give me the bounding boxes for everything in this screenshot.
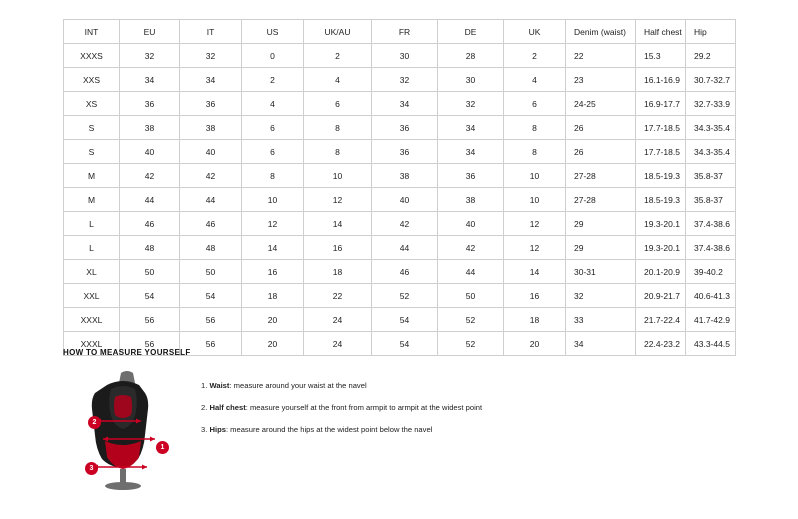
cell-uk-au: 6 bbox=[304, 92, 372, 116]
cell-uk: 12 bbox=[504, 236, 566, 260]
table-row bbox=[64, 308, 736, 332]
cell-eu: 36 bbox=[120, 92, 180, 116]
cell-uk-au: 18 bbox=[304, 260, 372, 284]
cell-eu: 44 bbox=[120, 188, 180, 212]
cell-it: 48 bbox=[180, 236, 242, 260]
cell-fr: 54 bbox=[372, 308, 438, 332]
cell-denim-waist: 26 bbox=[566, 116, 636, 140]
cell-hip: 35.8-37 bbox=[686, 188, 736, 212]
cell-int: M bbox=[64, 164, 120, 188]
cell-eu: 54 bbox=[120, 284, 180, 308]
cell-de: 36 bbox=[438, 164, 504, 188]
cell-us: 18 bbox=[242, 284, 304, 308]
table-row bbox=[64, 260, 736, 284]
cell-uk: 10 bbox=[504, 164, 566, 188]
cell-us: 20 bbox=[242, 308, 304, 332]
cell-uk-au: 8 bbox=[304, 140, 372, 164]
size-table-container bbox=[63, 19, 735, 356]
cell-int: XXL bbox=[64, 284, 120, 308]
cell-uk-au: 22 bbox=[304, 284, 372, 308]
cell-us: 14 bbox=[242, 236, 304, 260]
measurement-step-1 bbox=[201, 381, 482, 390]
cell-eu: 46 bbox=[120, 212, 180, 236]
step-term-1: Waist bbox=[209, 381, 230, 390]
cell-eu: 56 bbox=[120, 332, 180, 356]
cell-it: 50 bbox=[180, 260, 242, 284]
cell-eu: 38 bbox=[120, 116, 180, 140]
cell-uk-au: 10 bbox=[304, 164, 372, 188]
cell-uk-au: 24 bbox=[304, 308, 372, 332]
cell-hip: 34.3-35.4 bbox=[686, 140, 736, 164]
cell-fr: 32 bbox=[372, 68, 438, 92]
cell-int: XXXL bbox=[64, 332, 120, 356]
cell-us: 6 bbox=[242, 116, 304, 140]
cell-us: 8 bbox=[242, 164, 304, 188]
cell-it: 40 bbox=[180, 140, 242, 164]
cell-denim-waist: 26 bbox=[566, 140, 636, 164]
cell-fr: 36 bbox=[372, 116, 438, 140]
cell-denim-waist: 33 bbox=[566, 308, 636, 332]
column-header-half-chest: Half chest bbox=[636, 20, 686, 44]
cell-it: 56 bbox=[180, 332, 242, 356]
cell-denim-waist: 27-28 bbox=[566, 164, 636, 188]
cell-uk: 8 bbox=[504, 116, 566, 140]
cell-de: 34 bbox=[438, 140, 504, 164]
cell-eu: 50 bbox=[120, 260, 180, 284]
cell-half-chest: 20.9-21.7 bbox=[636, 284, 686, 308]
table-row bbox=[64, 116, 736, 140]
cell-it: 32 bbox=[180, 44, 242, 68]
column-header-us: US bbox=[242, 20, 304, 44]
cell-uk: 16 bbox=[504, 284, 566, 308]
cell-us: 6 bbox=[242, 140, 304, 164]
column-header-de: DE bbox=[438, 20, 504, 44]
cell-uk: 6 bbox=[504, 92, 566, 116]
cell-half-chest: 21.7-22.4 bbox=[636, 308, 686, 332]
cell-hip: 35.8-37 bbox=[686, 164, 736, 188]
measurement-figure bbox=[63, 367, 183, 497]
cell-fr: 34 bbox=[372, 92, 438, 116]
column-header-eu: EU bbox=[120, 20, 180, 44]
cell-us: 12 bbox=[242, 212, 304, 236]
table-row bbox=[64, 68, 736, 92]
table-row bbox=[64, 140, 736, 164]
cell-uk: 2 bbox=[504, 44, 566, 68]
cell-int: S bbox=[64, 116, 120, 140]
size-chart-table bbox=[63, 19, 736, 356]
cell-it: 56 bbox=[180, 308, 242, 332]
cell-hip: 29.2 bbox=[686, 44, 736, 68]
cell-it: 54 bbox=[180, 284, 242, 308]
bullet-marker-1: 1 bbox=[156, 441, 169, 454]
table-header-row bbox=[64, 20, 736, 44]
cell-it: 46 bbox=[180, 212, 242, 236]
how-to-measure-body bbox=[63, 367, 743, 497]
cell-de: 52 bbox=[438, 332, 504, 356]
cell-uk: 14 bbox=[504, 260, 566, 284]
cell-eu: 42 bbox=[120, 164, 180, 188]
cell-int: M bbox=[64, 188, 120, 212]
cell-de: 30 bbox=[438, 68, 504, 92]
cell-fr: 42 bbox=[372, 212, 438, 236]
bullet-marker-2: 2 bbox=[88, 416, 101, 429]
table-row bbox=[64, 236, 736, 260]
cell-int: XXXS bbox=[64, 44, 120, 68]
cell-half-chest: 22.4-23.2 bbox=[636, 332, 686, 356]
cell-fr: 38 bbox=[372, 164, 438, 188]
cell-uk-au: 8 bbox=[304, 116, 372, 140]
measurement-step-2 bbox=[201, 403, 482, 412]
measurement-step-3 bbox=[201, 425, 482, 434]
cell-int: S bbox=[64, 140, 120, 164]
column-header-int: INT bbox=[64, 20, 120, 44]
cell-hip: 34.3-35.4 bbox=[686, 116, 736, 140]
table-row bbox=[64, 92, 736, 116]
step-number-1: 1. bbox=[201, 381, 208, 390]
cell-uk: 8 bbox=[504, 140, 566, 164]
table-row bbox=[64, 284, 736, 308]
cell-de: 38 bbox=[438, 188, 504, 212]
cell-fr: 52 bbox=[372, 284, 438, 308]
cell-uk-au: 4 bbox=[304, 68, 372, 92]
cell-uk-au: 16 bbox=[304, 236, 372, 260]
cell-half-chest: 18.5-19.3 bbox=[636, 188, 686, 212]
table-row bbox=[64, 164, 736, 188]
cell-hip: 39-40.2 bbox=[686, 260, 736, 284]
cell-denim-waist: 22 bbox=[566, 44, 636, 68]
cell-hip: 30.7-32.7 bbox=[686, 68, 736, 92]
cell-denim-waist: 29 bbox=[566, 212, 636, 236]
bullet-marker-3: 3 bbox=[85, 462, 98, 475]
step-term-2: Half chest bbox=[209, 403, 246, 413]
cell-hip: 37.4-38.6 bbox=[686, 212, 736, 236]
cell-de: 28 bbox=[438, 44, 504, 68]
column-header-fr: FR bbox=[372, 20, 438, 44]
cell-hip: 37.4-38.6 bbox=[686, 236, 736, 260]
table-row bbox=[64, 212, 736, 236]
cell-int: XXXL bbox=[64, 308, 120, 332]
cell-it: 34 bbox=[180, 68, 242, 92]
cell-denim-waist: 24-25 bbox=[566, 92, 636, 116]
cell-uk: 20 bbox=[504, 332, 566, 356]
cell-hip: 40.6-41.3 bbox=[686, 284, 736, 308]
cell-eu: 34 bbox=[120, 68, 180, 92]
table-row bbox=[64, 188, 736, 212]
cell-denim-waist: 23 bbox=[566, 68, 636, 92]
cell-de: 52 bbox=[438, 308, 504, 332]
column-header-it: IT bbox=[180, 20, 242, 44]
cell-uk: 18 bbox=[504, 308, 566, 332]
cell-de: 32 bbox=[438, 92, 504, 116]
cell-us: 16 bbox=[242, 260, 304, 284]
cell-int: XL bbox=[64, 260, 120, 284]
cell-uk: 10 bbox=[504, 188, 566, 212]
cell-denim-waist: 29 bbox=[566, 236, 636, 260]
cell-eu: 32 bbox=[120, 44, 180, 68]
table-row bbox=[64, 44, 736, 68]
column-header-uk: UK bbox=[504, 20, 566, 44]
column-header-uk-au: UK/AU bbox=[304, 20, 372, 44]
cell-fr: 40 bbox=[372, 188, 438, 212]
mannequin-icon bbox=[63, 367, 183, 497]
cell-it: 38 bbox=[180, 116, 242, 140]
cell-denim-waist: 34 bbox=[566, 332, 636, 356]
cell-it: 36 bbox=[180, 92, 242, 116]
cell-eu: 48 bbox=[120, 236, 180, 260]
cell-half-chest: 16.9-17.7 bbox=[636, 92, 686, 116]
cell-int: L bbox=[64, 212, 120, 236]
cell-half-chest: 16.1-16.9 bbox=[636, 68, 686, 92]
cell-uk-au: 14 bbox=[304, 212, 372, 236]
cell-hip: 43.3-44.5 bbox=[686, 332, 736, 356]
cell-denim-waist: 30-31 bbox=[566, 260, 636, 284]
cell-uk-au: 2 bbox=[304, 44, 372, 68]
measurement-steps bbox=[201, 367, 482, 447]
cell-eu: 40 bbox=[120, 140, 180, 164]
cell-int: XS bbox=[64, 92, 120, 116]
cell-half-chest: 20.1-20.9 bbox=[636, 260, 686, 284]
cell-half-chest: 15.3 bbox=[636, 44, 686, 68]
cell-denim-waist: 32 bbox=[566, 284, 636, 308]
cell-half-chest: 19.3-20.1 bbox=[636, 236, 686, 260]
step-term-3: Hips bbox=[209, 425, 226, 435]
cell-fr: 36 bbox=[372, 140, 438, 164]
cell-int: L bbox=[64, 236, 120, 260]
cell-denim-waist: 27-28 bbox=[566, 188, 636, 212]
cell-half-chest: 18.5-19.3 bbox=[636, 164, 686, 188]
cell-uk-au: 24 bbox=[304, 332, 372, 356]
step-text-3: : measure around the hips at the widest point below the navel bbox=[225, 425, 433, 435]
cell-us: 10 bbox=[242, 188, 304, 212]
how-to-measure-section bbox=[63, 348, 743, 497]
cell-de: 34 bbox=[438, 116, 504, 140]
cell-fr: 44 bbox=[372, 236, 438, 260]
cell-hip: 32.7-33.9 bbox=[686, 92, 736, 116]
step-text-1: : measure around your waist at the navel bbox=[229, 381, 367, 390]
cell-eu: 56 bbox=[120, 308, 180, 332]
cell-fr: 46 bbox=[372, 260, 438, 284]
cell-us: 4 bbox=[242, 92, 304, 116]
cell-uk: 12 bbox=[504, 212, 566, 236]
cell-hip: 41.7-42.9 bbox=[686, 308, 736, 332]
column-header-hip: Hip bbox=[686, 20, 736, 44]
cell-uk: 4 bbox=[504, 68, 566, 92]
step-number-3: 3. bbox=[201, 425, 208, 435]
cell-it: 44 bbox=[180, 188, 242, 212]
column-header-denim-waist: Denim (waist) bbox=[566, 20, 636, 44]
cell-us: 20 bbox=[242, 332, 304, 356]
cell-half-chest: 19.3-20.1 bbox=[636, 212, 686, 236]
cell-uk-au: 12 bbox=[304, 188, 372, 212]
cell-fr: 54 bbox=[372, 332, 438, 356]
cell-us: 2 bbox=[242, 68, 304, 92]
step-number-2: 2. bbox=[201, 403, 208, 413]
cell-us: 0 bbox=[242, 44, 304, 68]
cell-de: 42 bbox=[438, 236, 504, 260]
cell-de: 40 bbox=[438, 212, 504, 236]
cell-de: 44 bbox=[438, 260, 504, 284]
cell-half-chest: 17.7-18.5 bbox=[636, 140, 686, 164]
cell-it: 42 bbox=[180, 164, 242, 188]
cell-de: 50 bbox=[438, 284, 504, 308]
step-text-2: : measure yourself at the front from armpit to armpit at the widest point bbox=[245, 403, 483, 413]
cell-half-chest: 17.7-18.5 bbox=[636, 116, 686, 140]
cell-fr: 30 bbox=[372, 44, 438, 68]
cell-int: XXS bbox=[64, 68, 120, 92]
how-to-measure-title: HOW TO MEASURE YOURSELF bbox=[63, 348, 191, 357]
